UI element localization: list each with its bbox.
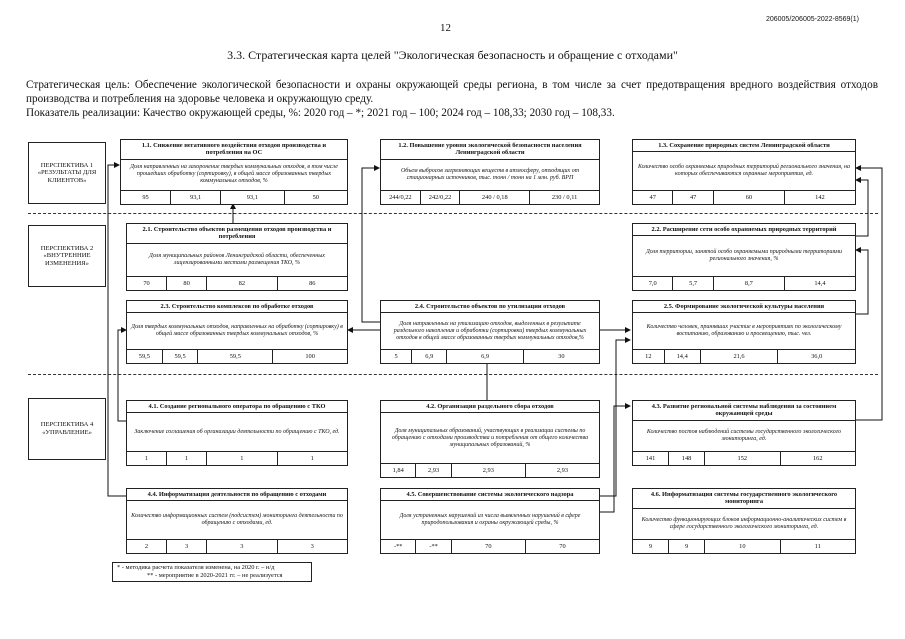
strategic-goal-text: Стратегическая цель: Обеспечение экологической безопасности и охраны окружающей среды региона, в том числе за счет предотвращения вредного воздействия отходов производства и потребления на здоровье человека и окружающую среду. — [26, 79, 878, 105]
goal-indicator: Количество информационных систем (подсистем) мониторинга деятельности по обращению с отходами, ед. — [127, 501, 347, 540]
goal-title: 2.1. Строительство объектов размещения отходов производства и потребления — [127, 224, 347, 244]
goal-2-1 — [126, 223, 348, 291]
goal-title: 4.1. Создание регионального оператора по обращению с ТКО — [127, 401, 347, 413]
goal-title: 4.4. Информатизация деятельности по обращению с отходами — [127, 489, 347, 501]
value: 2,93 — [556, 467, 569, 474]
value: 1 — [310, 455, 314, 462]
value: 86 — [309, 280, 316, 287]
value: -** — [416, 540, 451, 553]
value: 230 / 0,11 — [551, 194, 578, 201]
goal-indicator: Заключение соглашения об организации деятельности по обращению с ТКО, ед. — [127, 413, 347, 452]
goal-indicator: Доля территории, занятой особо охраняемыми природными территориями регионального значения, % — [633, 236, 855, 277]
goal-title: 2.5. Формирование экологической культуры населения — [633, 301, 855, 313]
goal-4-6 — [632, 488, 856, 554]
value: 1,84 — [381, 464, 416, 477]
goal-indicator: Доля твердых коммунальных отходов, направленных на обработку (сортировку) в общей массе образованных твердых коммунальных отходов, % — [127, 313, 347, 350]
value: 240 / 0,18 — [460, 191, 530, 204]
value: 70 — [559, 543, 566, 550]
value: 36,0 — [811, 353, 823, 360]
goal-indicator: Доля устраненных нарушений из числа выявленных нарушений в сфере природопользования и охраны окружающей среды, % — [381, 501, 599, 540]
footnote-2: ** - мероприятие в 2020-2021 гг. – не реализуется — [147, 572, 283, 579]
value: 152 — [705, 452, 780, 465]
goal-title: 2.4. Строительство объектов по утилизации отходов — [381, 301, 599, 313]
value: 60 — [714, 191, 785, 204]
value: 142 — [815, 194, 825, 201]
goal-title: 4.6. Информатизация системы государственного экологического мониторинга — [633, 489, 855, 509]
value: 70 — [127, 277, 167, 290]
value: 2,93 — [452, 464, 526, 477]
value: 3 — [167, 540, 207, 553]
value: 242/0,22 — [421, 191, 461, 204]
value: 11 — [814, 543, 821, 550]
value: 9 — [633, 540, 669, 553]
value: 59,5 — [163, 350, 199, 363]
value: 7,0 — [633, 277, 673, 290]
goal-1-3 — [632, 139, 856, 205]
value: 9 — [669, 540, 705, 553]
perspective-1-label: ПЕРСПЕКТИВА 1 «РЕЗУЛЬТАТЫ ДЛЯ КЛИЕНТОВ» — [28, 142, 106, 204]
value: 47 — [633, 191, 673, 204]
value: 1 — [127, 452, 167, 465]
goal-1-2 — [380, 139, 600, 205]
goal-4-3 — [632, 400, 856, 466]
goal-4-4 — [126, 488, 348, 554]
goal-title: 1.2. Повышение уровня экологической безопасности населения Ленинградской области — [381, 140, 599, 160]
value: 93,1 — [221, 191, 284, 204]
value: 6,9 — [447, 350, 523, 363]
page-title: 3.3. Стратегическая карта целей "Экологическая безопасность и обращение с отходами" — [227, 48, 678, 62]
perspective-4-label: ПЕРСПЕКТИВА 4 «УПРАВЛЕНИЕ» — [28, 398, 106, 460]
goal-4-2 — [380, 400, 600, 478]
goal-4-1 — [126, 400, 348, 466]
goal-1-1 — [120, 139, 348, 205]
value: 70 — [452, 540, 526, 553]
value: 30 — [558, 353, 565, 360]
value: 162 — [812, 455, 823, 462]
document-id: 206005/206005-2022-8569(1) — [765, 16, 859, 23]
value: 47 — [673, 191, 713, 204]
value: 100 — [305, 353, 315, 360]
value: 3 — [207, 540, 277, 553]
indicator-text: Показатель реализации: Качество окружающей среды, %: 2020 год – *; 2021 год – 100; 2024 год – 108,33; 2030 год – 108,33. — [26, 107, 615, 119]
goal-4-5 — [380, 488, 600, 554]
goal-title: 2.3. Строительство комплексов по обработке отходов — [127, 301, 347, 313]
goal-2-2 — [632, 223, 856, 291]
value: -** — [381, 540, 416, 553]
goal-2-4 — [380, 300, 600, 364]
value: 148 — [669, 452, 705, 465]
goal-indicator: Доля направленных на захоронение твердых коммунальных отходов, в том числе прошедших обработку (сортировку), в общей массе образованных твердых коммунальных отходов, % — [121, 160, 347, 191]
value: 14,4 — [665, 350, 701, 363]
goal-indicator: Объем выбросов загрязняющих веществ в атмосферу, отходящих от стационарных источников, тыс. тонн / тонн на 1 млн. руб. ВРП — [381, 160, 599, 191]
goal-indicator: Количество функционирующих блоков информационно-аналитических систем в сфере государственного экологического мониторинга, ед. — [633, 509, 855, 540]
value: 82 — [207, 277, 277, 290]
goal-indicator: Количество постов наблюдений системы государственного экологического мониторинга, ед. — [633, 421, 855, 452]
value: 95 — [121, 191, 171, 204]
value: 50 — [312, 194, 319, 201]
value: 5,7 — [673, 277, 713, 290]
value: 80 — [167, 277, 207, 290]
value: 10 — [705, 540, 780, 553]
value: 59,5 — [127, 350, 163, 363]
page-number: 12 — [440, 22, 451, 34]
footnote-1: * - методика расчета показателя изменена, на 2020 г. – н/д — [117, 564, 275, 571]
value: 3 — [310, 543, 314, 550]
value: 1 — [207, 452, 277, 465]
value: 14,4 — [814, 280, 826, 287]
goal-2-5 — [632, 300, 856, 364]
goal-title: 4.2. Организация раздельного сбора отходов — [381, 401, 599, 413]
value: 59,5 — [198, 350, 273, 363]
value: 6,9 — [412, 350, 447, 363]
goal-title: 1.3. Сохранение природных систем Ленинградской области — [633, 140, 855, 152]
value: 2 — [127, 540, 167, 553]
goal-indicator: Количество особо охраняемых природных территорий регионального значения, на которых обеспечиваются охранные мероприятия, ед. — [633, 152, 855, 191]
goal-indicator: Доля муниципальных образований, участвующих в реализации системы по обращению с отходами производства и потребления от общего количества муниципальных образований, % — [381, 413, 599, 464]
goal-indicator: Доля направленных на утилизацию отходов, выделенных в результате раздельного накопления и обработки (сортировки) твердых коммунальных отходов в общей массе образованных твердых коммунальных отходов,% — [381, 313, 599, 350]
value: 2,93 — [416, 464, 451, 477]
goal-2-3 — [126, 300, 348, 364]
value: 1 — [167, 452, 207, 465]
value: 12 — [633, 350, 665, 363]
goal-title: 2.2. Расширение сети особо охраняемых природных территорий — [633, 224, 855, 236]
goal-indicator: Доля муниципальных районов Ленинградской области, обеспеченных лицензированными местами размещения ТКО, % — [127, 244, 347, 277]
perspective-2-label: ПЕРСПЕКТИВА 2 «ВНУТРЕННИЕ ИЗМЕНЕНИЯ» — [28, 225, 106, 287]
goal-title: 4.5. Совершенствование системы экологического надзора — [381, 489, 599, 501]
value: 5 — [381, 350, 412, 363]
value: 8,7 — [714, 277, 785, 290]
goal-title: 4.3. Развитие региональной системы наблюдения за состоянием окружающей среды — [633, 401, 855, 421]
value: 21,6 — [701, 350, 779, 363]
goal-title: 1.1. Снижение негативного воздействия отходов производства и потребления на ОС — [121, 140, 347, 160]
value: 244/0,22 — [381, 191, 421, 204]
footnotes — [112, 562, 312, 582]
value: 93,1 — [171, 191, 221, 204]
goal-indicator: Количество человек, принявших участие в мероприятиях по экологическому воспитанию, образованию и просвещению, тыс. чел. — [633, 313, 855, 350]
value: 141 — [633, 452, 669, 465]
